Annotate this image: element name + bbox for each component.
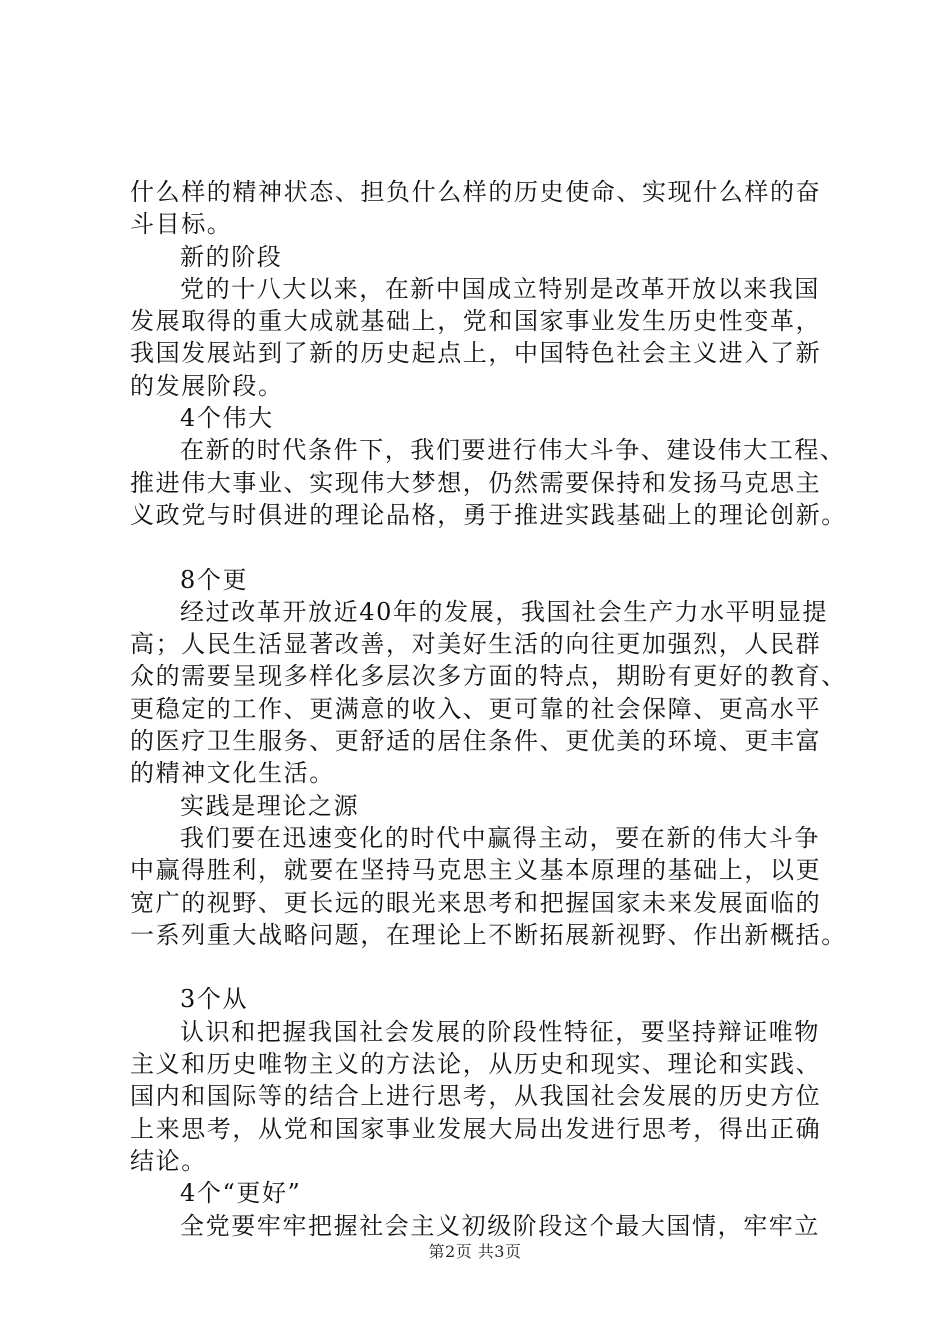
section-heading: 3个从: [180, 985, 249, 1014]
body-text-line: 一系列重大战略问题，在理论上不断拓展新视野、作出新概括。: [130, 920, 847, 949]
body-text-line: 党的十八大以来，在新中国成立特别是改革开放以来我国: [180, 274, 820, 303]
body-text-line: 国内和国际等的结合上进行思考，从我国社会发展的历史方位: [130, 1082, 822, 1111]
body-text-line: 什么样的精神状态、担负什么样的历史使命、实现什么样的奋: [130, 178, 822, 206]
section-heading: 4个“更好”: [180, 1179, 302, 1208]
blank-line: [130, 531, 850, 563]
body-text-line: 上来思考，从党和国家事业发展大局出发进行思考，得出正确: [130, 1114, 822, 1143]
document-body: [130, 176, 850, 1242]
section-heading: 实践是理论之源: [180, 791, 360, 820]
body-text-line: 宽广的视野、更长远的眼光来思考和把握国家未来发展面临的: [130, 888, 822, 917]
body-text-line: 认识和把握我国社会发展的阶段性特征，要坚持辩证唯物: [180, 1017, 820, 1046]
body-text-line: 我们要在迅速变化的时代中赢得主动，要在新的伟大斗争: [180, 823, 820, 852]
body-text-line: 高；人民生活显著改善，对美好生活的向往更加强烈，人民群: [130, 630, 822, 659]
body-text-line: 义政党与时俱进的理论品格，勇于推进实践基础上的理论创新。: [130, 500, 847, 529]
body-text-line: 结论。: [130, 1146, 207, 1175]
body-text-line: 推进伟大事业、实现伟大梦想，仍然需要保持和发扬马克思主: [130, 468, 822, 497]
page-footer: [0, 1242, 950, 1262]
section-heading: 新的阶段: [180, 242, 283, 271]
page-number-label: 第2页 共3页: [428, 1242, 522, 1261]
body-text-line: 的发展阶段。: [130, 371, 284, 400]
body-text-line: 更稳定的工作、更满意的收入、更可靠的社会保障、更高水平: [130, 694, 822, 723]
body-text-line: 斗目标。: [130, 210, 233, 239]
body-text-line: 我国发展站到了新的历史起点上，中国特色社会主义进入了新: [130, 339, 822, 368]
body-text-line: 中赢得胜利，就要在坚持马克思主义基本原理的基础上，以更: [130, 856, 822, 885]
body-text-line: 发展取得的重大成就基础上，党和国家事业发生历史性变革，: [130, 307, 822, 336]
body-text-line: 众的需要呈现多样化多层次多方面的特点，期盼有更好的教育、: [130, 662, 847, 691]
body-text-line: 主义和历史唯物主义的方法论，从历史和现实、理论和实践、: [130, 1050, 822, 1079]
body-text-line: 在新的时代条件下，我们要进行伟大斗争、建设伟大工程、: [180, 436, 846, 465]
blank-line: [130, 951, 850, 983]
body-text-line: 的精神文化生活。: [130, 759, 335, 788]
section-heading: 8个更: [180, 565, 249, 594]
body-text-line: 的医疗卫生服务、更舒适的居住条件、更优美的环境、更丰富: [130, 727, 822, 756]
body-text-line: 经过改革开放近40年的发展，我国社会生产力水平明显提: [180, 597, 829, 626]
body-text-line: 全党要牢牢把握社会主义初级阶段这个最大国情，牢牢立: [180, 1211, 820, 1240]
section-heading: 4个伟大: [180, 404, 274, 433]
